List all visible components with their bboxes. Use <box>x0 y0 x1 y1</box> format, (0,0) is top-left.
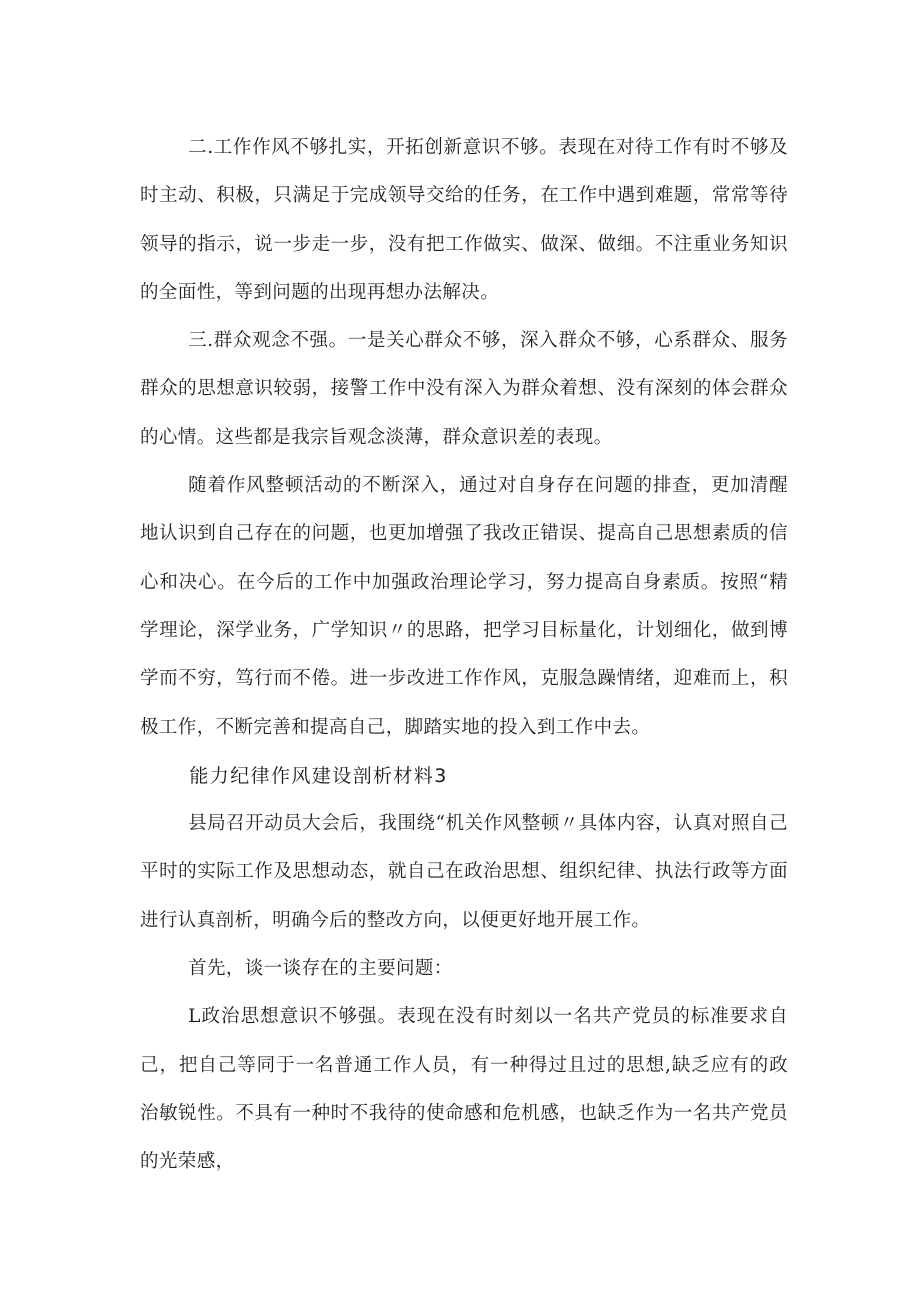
paragraph-main-problems-intro: 首先，谈一谈存在的主要问题： <box>188 958 453 980</box>
paragraph-work-style: 二.工作作风不够扎实，开拓创新意识不够。表现在对待工作有时不够及时主动、积极，只满足于完成领导交给的任务，在工作中遇到难题，常常等待领导的指示，说一步走一步，没有把工作做实、做深、做细。不注重业务知识的全面性，等到问题的出现再想办法解决。 <box>140 137 788 303</box>
paragraph-mass-awareness: 三.群众观念不强。一是关心群众不够，深入群众不够，心系群众、服务群众的思想意识较弱，接警工作中没有深入为群众着想、没有深刻的体会群众的心情。这些都是我宗旨观念淡薄，群众意识差的表现。 <box>140 330 788 448</box>
paragraph-rectification: 随着作风整顿活动的不断深入，通过对自身存在问题的排查，更加清醒地认识到自己存在的问题，也更加增强了我改正错误、提高自己思想素质的信心和决心。在今后的工作中加强政治理论学习，努力提高自身素质。按照“精学理论，深学业务，广学知识〃的思路，把学习目标量化，计划细化，做到博学而不穷，笃行而不倦。进一步改进工作作风，克服急躁情绪，迎难而上，积极工作，不断完善和提高自己，脚踏实地的投入到工作中去。 <box>140 475 788 738</box>
paragraph-mobilization: 县局召开动员大会后，我围绕“机关作风整顿〃具体内容，认真对照自己平时的实际工作及思想动态，就自己在政治思想、组织纪律、执法行政等方面进行认真剖析，明确今后的整改方向，以便更好地开展工作。 <box>140 813 788 931</box>
section-heading: 能力纪律作风建设剖析材料3 <box>189 764 448 787</box>
paragraph-political-awareness: L政治思想意识不够强。表现在没有时刻以一名共产党员的标准要求自己，把自己等同于一名普通工作人员，有一种得过且过的思想,缺乏应有的政治敏锐性。不具有一种时不我待的使命感和危机感，也缺乏作为一名共产党员的光荣感， <box>140 1006 788 1173</box>
document-body <box>140 124 788 1187</box>
